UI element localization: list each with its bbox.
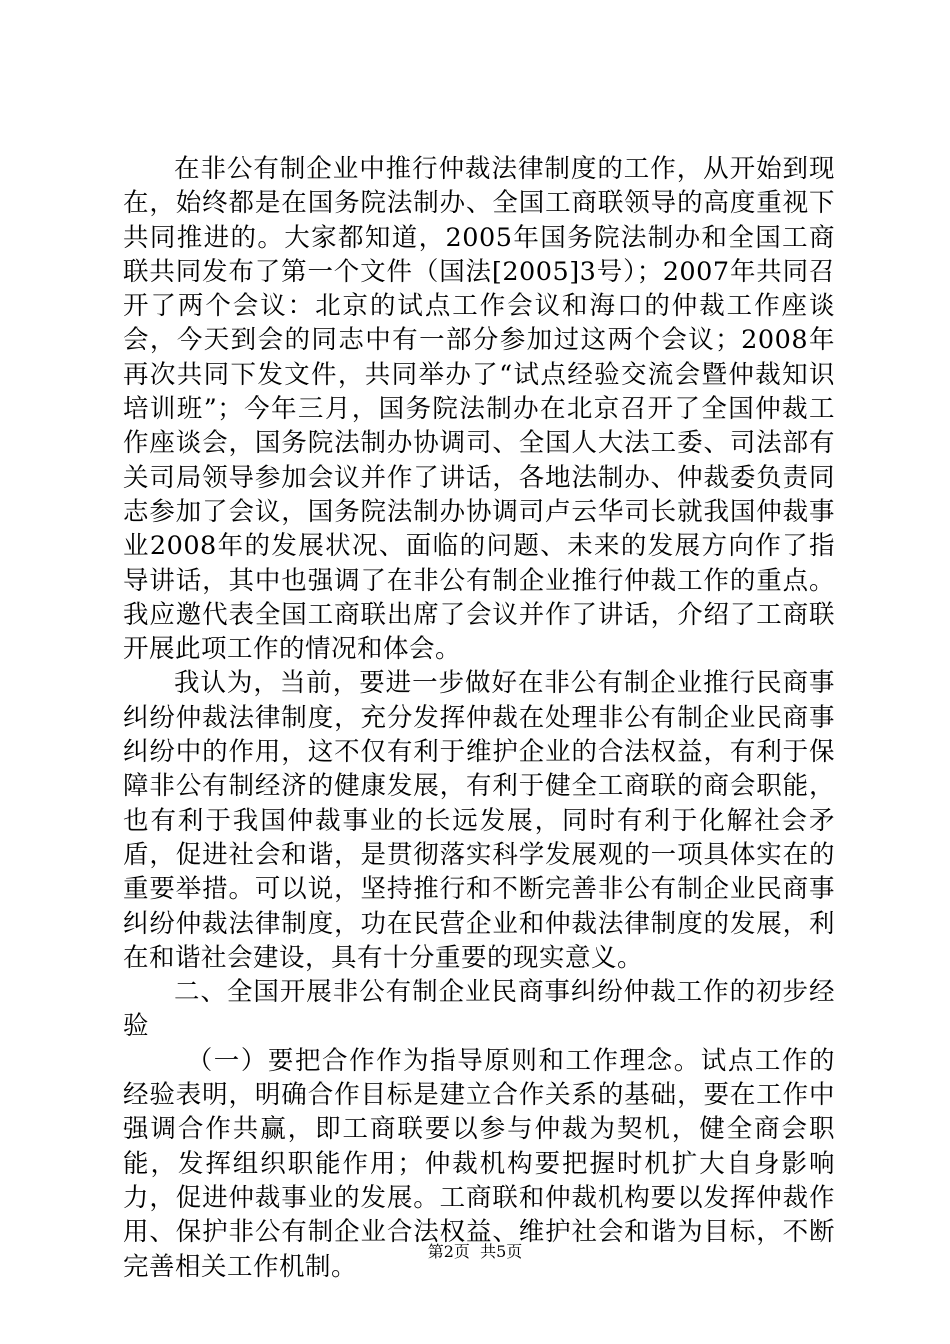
paragraph-significance: 我认为，当前，要进一步做好在非公有制企业推行民商事纠纷仲裁法律制度，充分发挥仲裁在处理非公有制企业民商事纠纷中的作用，这不仅有利于维护企业的合法权益，有利于保障非公有制经济的健康发展，有利于健全工商联的商会职能，也有利于我国仲裁事业的长远发展，同时有利于化解社会矛盾，促进社会和谐，是贯彻落实科学发展观的一项具体实在的重要举措。可以说，坚持推行和不断完善非公有制企业民商事纠纷仲裁法律制度，功在民营企业和仲裁法律制度的发展，利在和谐社会建设，具有十分重要的现实意义。 — [123, 668, 835, 973]
page-number: 第2页 — [427, 1242, 470, 1261]
page-total: 共5页 — [480, 1242, 523, 1261]
page-footer — [0, 1242, 950, 1262]
document-body — [123, 152, 835, 1284]
paragraph-cooperation-principle: （一）要把合作作为指导原则和工作理念。试点工作的经验表明，明确合作目标是建立合作关系的基础，要在工作中强调合作共赢，即工商联要以参与仲裁为契机，健全商会职能，发挥组织职能作用；仲裁机构要把握时机扩大自身影响力，促进仲裁事业的发展。工商联和仲裁机构要以发挥仲裁作用、保护非公有制企业合法权益、维护社会和谐为目标，不断完善相关工作机制。 — [123, 1045, 835, 1282]
paragraph-arbitration-history: 在非公有制企业中推行仲裁法律制度的工作，从开始到现在，始终都是在国务院法制办、全国工商联领导的高度重视下共同推进的。大家都知道，2005年国务院法制办和全国工商联共同发布了第一个文件（国法[2005]3号）；2007年共同召开了两个会议：北京的试点工作会议和海口的仲裁工作座谈会，今天到会的同志中有一部分参加过这两个会议；2008年再次共同下发文件，共同举办了“试点经验交流会暨仲裁知识培训班”；今年三月，国务院法制办在北京召开了全国仲裁工作座谈会，国务院法制办协调司、全国人大法工委、司法部有关司局领导参加会议并作了讲话，各地法制办、仲裁委负责同志参加了会议，国务院法制办协调司卢云华司长就我国仲裁事业2008年的发展状况、面临的问题、未来的发展方向作了指导讲话，其中也强调了在非公有制企业推行仲裁工作的重点。我应邀代表全国工商联出席了会议并作了讲话，介绍了工商联开展此项工作的情况和体会。 — [123, 154, 835, 665]
section-heading-experience: 二、全国开展非公有制企业民商事纠纷仲裁工作的初步经验 — [123, 977, 835, 1042]
